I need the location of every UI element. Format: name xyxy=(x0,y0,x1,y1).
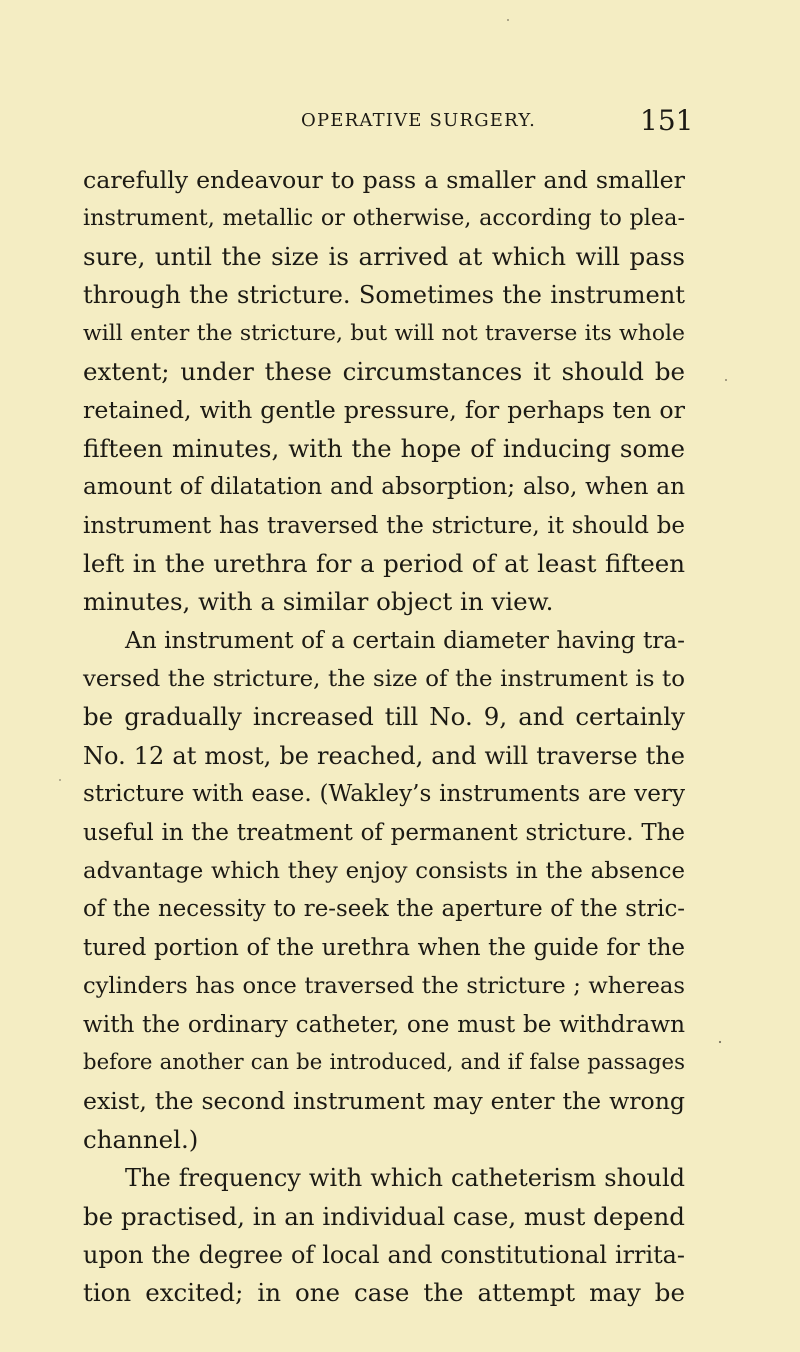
text-line: advantage which they enjoy consists in the absence xyxy=(83,858,685,885)
body-text xyxy=(83,161,685,1313)
text-line: No. 12 at most, be reached, and will traverse the xyxy=(83,741,685,770)
text-line: useful in the treatment of permanent stricture. The xyxy=(83,819,685,846)
text-line: instrument has traversed the stricture, it should be xyxy=(83,512,685,539)
text-line: carefully endeavour to pass a smaller and smaller xyxy=(83,166,685,194)
text-line: channel.) xyxy=(83,1124,199,1154)
text-line: fifteen minutes, with the hope of inducing some xyxy=(83,433,685,463)
text-line: be gradually increased till No. 9, and certainly xyxy=(83,702,685,732)
text-line: stricture with ease. (Wakley’s instruments are very xyxy=(83,781,685,808)
text-line: instrument, metallic or otherwise, according to plea- xyxy=(83,205,685,232)
page-number: 151 xyxy=(640,104,694,137)
text-line: will enter the stricture, but will not traverse its whole xyxy=(83,320,685,346)
text-line: through the stricture. Sometimes the instrument xyxy=(83,281,685,310)
text-line: left in the urethra for a period of at least fifteen xyxy=(83,548,685,578)
text-line: An instrument of a certain diameter having tra- xyxy=(125,626,685,654)
text-line: The frequency with which catheterism should xyxy=(125,1164,685,1193)
text-line: of the necessity to re-seek the aperture of the stric- xyxy=(83,896,685,923)
paper-speck xyxy=(719,1041,721,1043)
text-line: be practised, in an individual case, must depend xyxy=(83,1201,685,1231)
text-line: tured portion of the urethra when the guide for the xyxy=(83,934,685,961)
text-line: retained, with gentle pressure, for perhaps ten or xyxy=(83,396,685,425)
text-line: sure, until the size is arrived at which will pass xyxy=(83,241,685,271)
text-line: cylinders has once traversed the stricture ; whereas xyxy=(83,973,685,1000)
text-line: amount of dilatation and absorption; also, when an xyxy=(83,473,685,501)
text-line: before another can be introduced, and if false passages xyxy=(83,1049,685,1075)
running-title: OPERATIVE SURGERY. xyxy=(301,110,537,131)
paper-speck xyxy=(59,779,61,781)
text-line: tion excited; in one case the attempt may be xyxy=(83,1278,685,1308)
text-line: with the ordinary catheter, one must be withdrawn xyxy=(83,1011,685,1038)
text-line: extent; under these circumstances it should be xyxy=(83,356,685,386)
text-line: exist, the second instrument may enter the wrong xyxy=(83,1087,685,1116)
paper-speck xyxy=(725,379,727,381)
text-line: versed the stricture, the size of the instrument is to xyxy=(83,666,685,693)
running-head xyxy=(0,104,800,138)
text-line: upon the degree of local and constitutional irrita- xyxy=(83,1240,685,1269)
text-line: minutes, with a similar object in view. xyxy=(83,587,554,617)
paper-speck xyxy=(507,19,509,21)
